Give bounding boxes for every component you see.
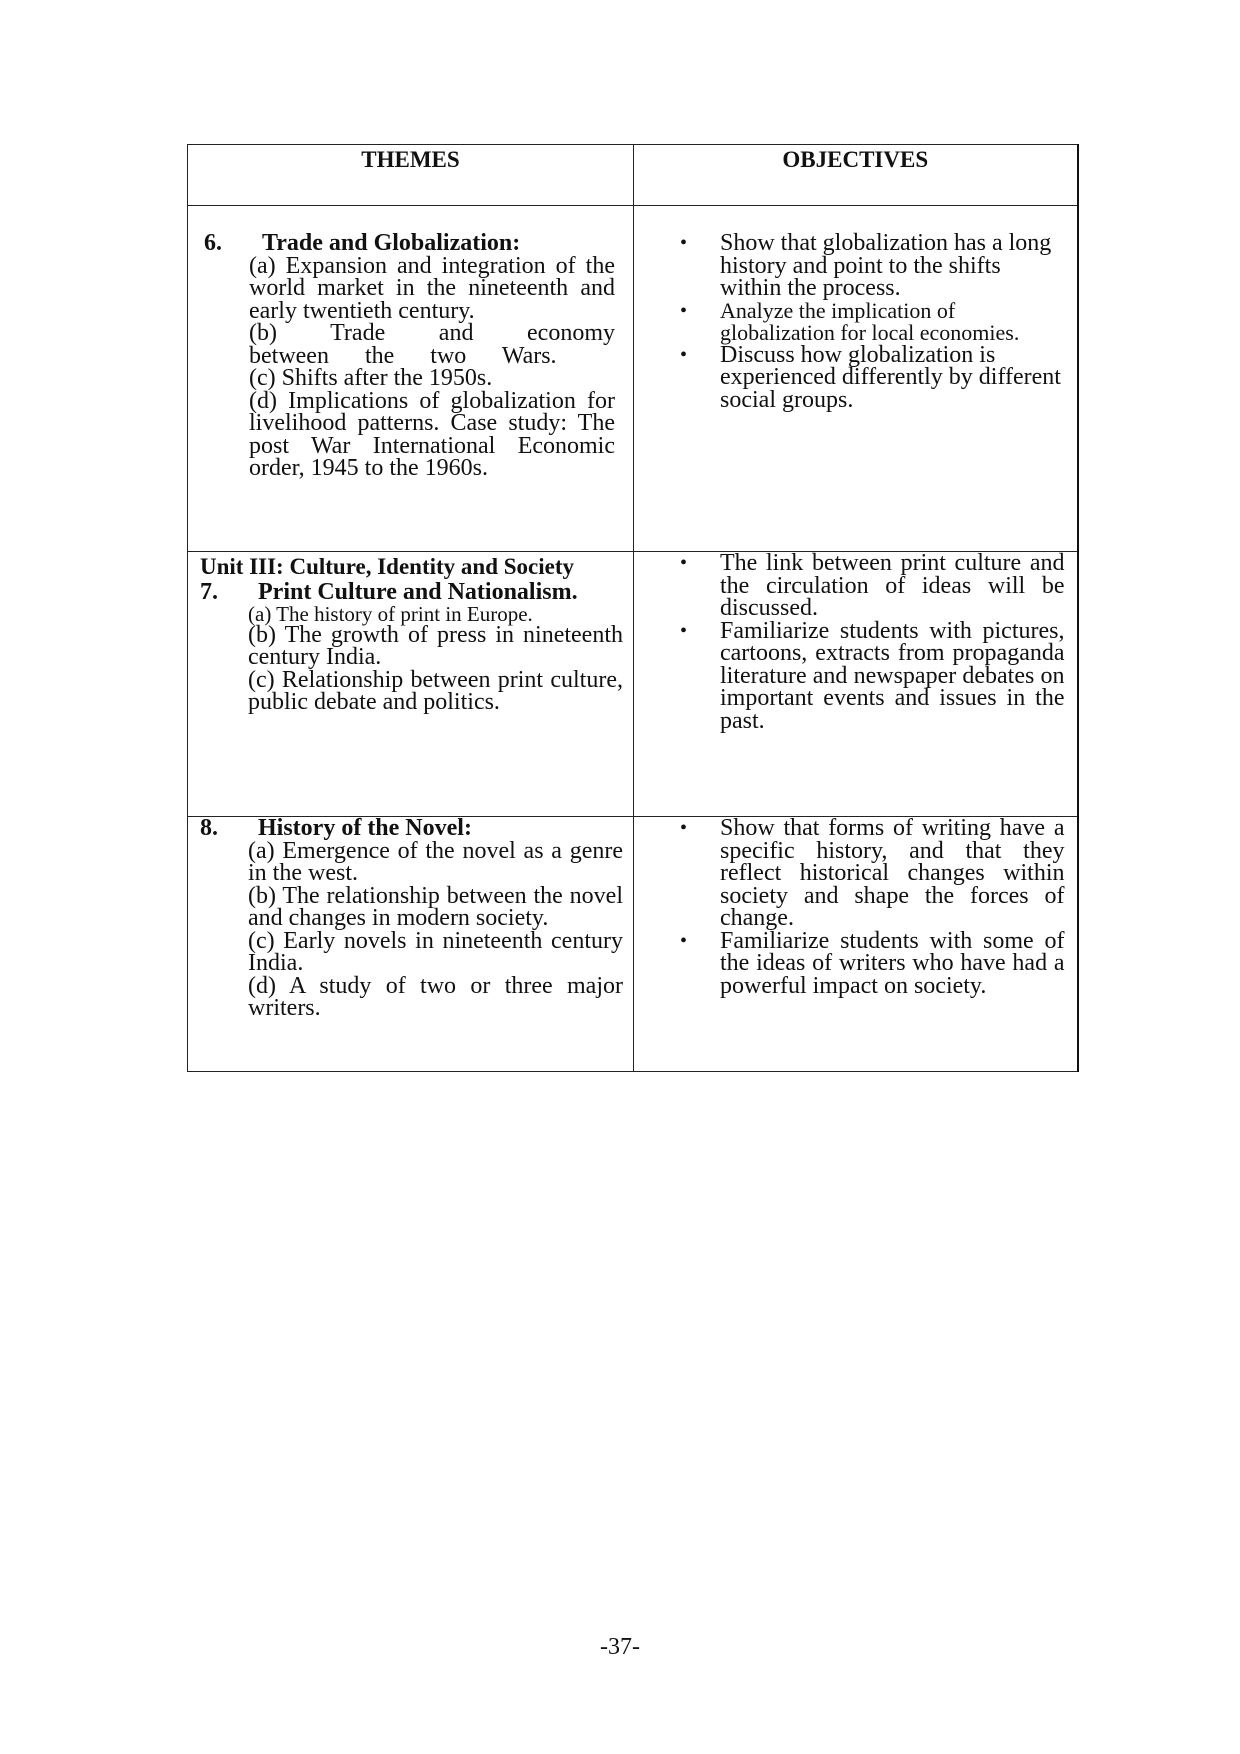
- theme-number: 7.: [200, 579, 218, 605]
- theme-heading: [204, 232, 615, 255]
- theme-number: 8.: [200, 815, 218, 841]
- table-row: [188, 817, 1078, 1072]
- theme-title: Trade and Globalization:: [262, 230, 521, 256]
- objective-text: Familiarize students with some of the ideas of writers who have had a powerful impact on society.: [720, 927, 1065, 999]
- bullet-dot-icon: •: [680, 929, 688, 952]
- list-item: [634, 817, 1077, 930]
- objectives-cell: [634, 817, 1078, 1072]
- bullet-dot-icon: •: [680, 552, 688, 574]
- theme-heading: [200, 817, 623, 840]
- objective-text: Show that forms of writing have a specific history, and that they reflect historical changes within society and shape the forces of change.: [720, 815, 1065, 931]
- theme-title: History of the Novel:: [258, 815, 472, 841]
- theme-heading: [200, 581, 623, 604]
- theme-title: Print Culture and Nationalism.: [258, 579, 578, 605]
- table-row: [188, 206, 1078, 552]
- theme-cell: [188, 817, 634, 1072]
- objective-text: The link between print culture and the circulation of ideas will be discussed.: [720, 550, 1065, 621]
- theme-item: (c) Shifts after the 1950s.: [249, 365, 493, 391]
- theme-item: (d) A study of two or three major writers.: [248, 972, 623, 1021]
- syllabus-table: [187, 144, 1079, 1072]
- themes-header: THEMES: [188, 145, 634, 206]
- bullet-dot-icon: •: [680, 619, 688, 642]
- table-row: [188, 552, 1078, 817]
- theme-item: (a) Emergence of the novel as a genre in the west.: [248, 837, 623, 886]
- theme-item: (d) Implications of globalization for livelihood patterns. Case study: The post War International Economic order, 1945 to the 1960s.: [249, 387, 615, 481]
- header-row: [188, 145, 1078, 206]
- list-item: [634, 297, 1077, 345]
- theme-item: (b) The relationship between the novel and changes in modern society.: [248, 882, 623, 931]
- list-item: [634, 232, 1077, 300]
- page-number: -37-: [600, 1634, 640, 1660]
- objective-text: Analyze the implication of globalization for local economies.: [720, 297, 1020, 345]
- theme-item: (a) The history of print in Europe.: [248, 601, 533, 626]
- bullet-dot-icon: •: [680, 817, 688, 839]
- theme-item: (c) Early novels in nineteenth century India.: [248, 927, 623, 976]
- bullet-dot-icon: •: [680, 343, 688, 366]
- objectives-header: OBJECTIVES: [634, 145, 1078, 206]
- theme-item: (b) Trade and economy between the two Wars.: [249, 320, 615, 369]
- objectives-cell: [634, 206, 1078, 552]
- objectives-list: [634, 817, 1077, 997]
- objective-text: Show that globalization has a long history and point to the shifts within the process.: [720, 230, 1052, 301]
- list-item: [634, 617, 1077, 734]
- objectives-list: [634, 552, 1077, 732]
- theme-cell: [188, 206, 634, 552]
- bullet-dot-icon: •: [680, 299, 688, 322]
- theme-item: (c) Relationship between print culture, public debate and politics.: [248, 666, 623, 715]
- theme-number: 6.: [204, 230, 222, 256]
- theme-item: (a) Expansion and integration of the world market in the nineteenth and early twentieth century.: [249, 252, 615, 324]
- objective-text: Familiarize students with pictures, cartoons, extracts from propaganda literature and newspaper debates on important events and issues in the past.: [720, 617, 1065, 734]
- theme-item: (b) The growth of press in nineteenth century India.: [248, 621, 623, 670]
- objectives-list: [634, 206, 1077, 411]
- unit-heading: Unit III: Culture, Identity and Society: [200, 554, 574, 579]
- objectives-cell: [634, 552, 1078, 817]
- list-item: [634, 341, 1077, 413]
- theme-cell: [188, 552, 634, 817]
- bullet-dot-icon: •: [680, 232, 688, 254]
- list-item: [634, 927, 1077, 999]
- list-item: [634, 552, 1077, 620]
- objective-text: Discuss how globalization is experienced differently by different social groups.: [720, 341, 1061, 413]
